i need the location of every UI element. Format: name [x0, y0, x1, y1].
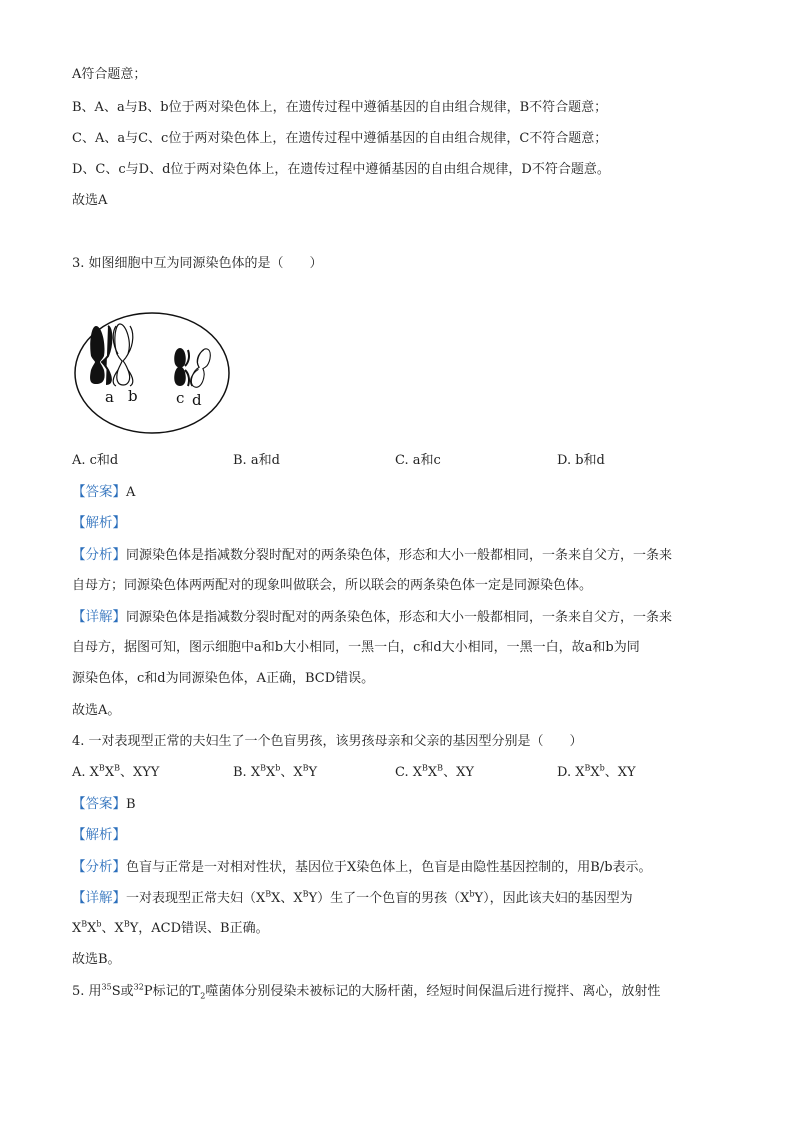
- xiangjie-text: 同源染色体是指减数分裂时配对的两条染色体，形态和大小一般都相同，一条来自父方，一条来: [126, 610, 673, 625]
- sup: B: [123, 919, 130, 929]
- opt-d-x1: D. X: [557, 765, 585, 780]
- q5-rest: 噬菌体分别侵染未被标记的大肠杆菌，经短时间保温后进行搅拌、离心，放射性: [205, 984, 661, 999]
- q3-xiangjie-line-2: 自母方，据图可知，图示细胞中a和b大小相同，一黑一白，c和d大小相同，一黑一白，故a和b为同: [72, 640, 640, 655]
- chromosome-b: [113, 324, 133, 386]
- q3-option-a[interactable]: A. c和d: [72, 453, 119, 468]
- sup: B: [584, 763, 591, 773]
- sup-35: 35: [101, 982, 112, 992]
- q5-pre: 5. 用: [72, 984, 102, 999]
- q3-answer: [72, 483, 135, 502]
- answer-value: B: [126, 797, 136, 812]
- q3-xiangjie-line-3: 源染色体，c和d为同源染色体，A正确，BCD错误。: [72, 671, 375, 686]
- q3-choice: 故选A。: [72, 703, 121, 718]
- question-4-stem: 4. 一对表现型正常的夫妇生了一个色盲男孩，该男孩母亲和父亲的基因型分别是（ ）: [72, 734, 583, 749]
- sup: B: [81, 919, 88, 929]
- sup-32: 32: [133, 982, 144, 992]
- sup: B: [302, 763, 309, 773]
- q4-option-b[interactable]: [233, 764, 317, 782]
- chromosome-a: [90, 326, 111, 384]
- opt-d-rest: 、XY: [604, 765, 636, 780]
- xj-a: 一对表现型正常夫妇（X: [126, 891, 266, 906]
- question-3-stem: 3. 如图细胞中互为同源染色体的是（ ）: [72, 256, 323, 271]
- fenxi-text: 色盲与正常是一对相对性状，基因位于X染色体上，色盲是由隐性基因控制的，用B/b表示。: [126, 860, 652, 875]
- answer-tag: 【答案】: [72, 484, 126, 500]
- sup: b: [275, 763, 281, 773]
- sup: B: [98, 763, 105, 773]
- label-a: a: [105, 388, 114, 406]
- xj-b: X、X: [271, 891, 303, 906]
- xj2-a: X: [72, 921, 82, 936]
- xj2-d: Y，ACD错误、B正确。: [129, 921, 269, 936]
- q4-answer: [72, 795, 136, 814]
- q4-xiangjie-line-2: [72, 920, 269, 938]
- sup: B: [260, 763, 266, 773]
- analysis-tag: 【解析】: [72, 827, 126, 843]
- sup: B: [302, 889, 309, 899]
- chromosome-c: [174, 348, 189, 386]
- q4-fenxi-line-1: [72, 858, 652, 877]
- q3-analysis-heading: [72, 514, 126, 533]
- q3-fenxi-line-1: [72, 546, 672, 565]
- q3-xiangjie-line-1: [72, 608, 672, 627]
- q4-xiangjie-line-1: [72, 889, 633, 908]
- sup: B: [422, 763, 428, 773]
- opt-b-x2: X: [265, 765, 276, 780]
- sub-2: 2: [200, 991, 206, 1001]
- xj2-c: 、X: [101, 921, 124, 936]
- chromosome-d: [189, 347, 213, 389]
- xj-c: Y）生了一个色盲的男孩（X: [308, 891, 470, 906]
- answer-tag: 【答案】: [72, 796, 126, 812]
- sup: b: [599, 763, 605, 773]
- label-d: d: [192, 391, 202, 409]
- opt-c-rest: 、XY: [443, 765, 474, 780]
- q3-option-d[interactable]: D. b和d: [557, 453, 605, 468]
- prev-answer-line-3: C、A、a与C、c位于两对染色体上，在遗传过程中遵循基因的自由组合规律，C不符合题意；: [72, 131, 608, 146]
- q3-option-c[interactable]: C. a和c: [395, 453, 441, 468]
- xiangjie-tag: 【详解】: [72, 890, 126, 906]
- opt-c-x2: X: [427, 765, 438, 780]
- opt-a-x2: X: [104, 765, 115, 780]
- fenxi-tag: 【分析】: [72, 547, 126, 563]
- q5-p: P标记的T: [143, 984, 201, 999]
- sup: b: [469, 889, 475, 899]
- opt-a-x1: A. X: [72, 765, 99, 780]
- label-b: b: [128, 387, 138, 405]
- sup: b: [96, 919, 102, 929]
- opt-a-rest: 、XYY: [119, 765, 160, 780]
- xiangjie-tag: 【详解】: [72, 609, 126, 625]
- fenxi-tag: 【分析】: [72, 859, 126, 875]
- q4-choice: 故选B。: [72, 952, 121, 967]
- q3-option-b[interactable]: B. a和d: [233, 453, 280, 468]
- prev-choice: 故选A: [72, 193, 108, 208]
- opt-b-end: Y: [308, 765, 318, 780]
- opt-d-x2: X: [590, 765, 600, 780]
- opt-b-x1: B. X: [233, 765, 261, 780]
- q4-option-a[interactable]: [72, 764, 159, 782]
- prev-answer-line-1: A符合题意；: [72, 67, 147, 82]
- opt-b-rest: 、X: [280, 765, 303, 780]
- xj2-b: X: [87, 921, 97, 936]
- answer-value: A: [126, 485, 136, 500]
- sup: B: [437, 763, 444, 773]
- fenxi-text: 同源染色体是指减数分裂时配对的两条染色体，形态和大小一般都相同，一条来自父方，一条来: [126, 548, 673, 563]
- label-c: c: [176, 389, 185, 407]
- opt-c-x1: C. X: [395, 765, 423, 780]
- prev-answer-line-2: B、A、a与B、b位于两对染色体上，在遗传过程中遵循基因的自由组合规律，B不符合题意；: [72, 100, 608, 115]
- prev-answer-line-4: D、C、c与D、d位于两对染色体上，在遗传过程中遵循基因的自由组合规律，D不符合题意。: [72, 162, 610, 177]
- sup: B: [114, 763, 120, 773]
- xj-d: Y），因此该夫妇的基因型为: [474, 891, 633, 906]
- q4-analysis-heading: [72, 826, 126, 845]
- question-5-stem: [72, 983, 660, 1001]
- sup: B: [265, 889, 272, 899]
- q4-option-c[interactable]: [395, 764, 474, 782]
- q3-fenxi-line-2: 自母方；同源染色体两两配对的现象叫做联会，所以联会的两条染色体一定是同源染色体。: [72, 578, 593, 593]
- q4-option-d[interactable]: [557, 764, 636, 782]
- analysis-tag: 【解析】: [72, 515, 126, 531]
- q5-s: S或: [111, 984, 134, 999]
- cell-chromosome-figure: [72, 310, 232, 436]
